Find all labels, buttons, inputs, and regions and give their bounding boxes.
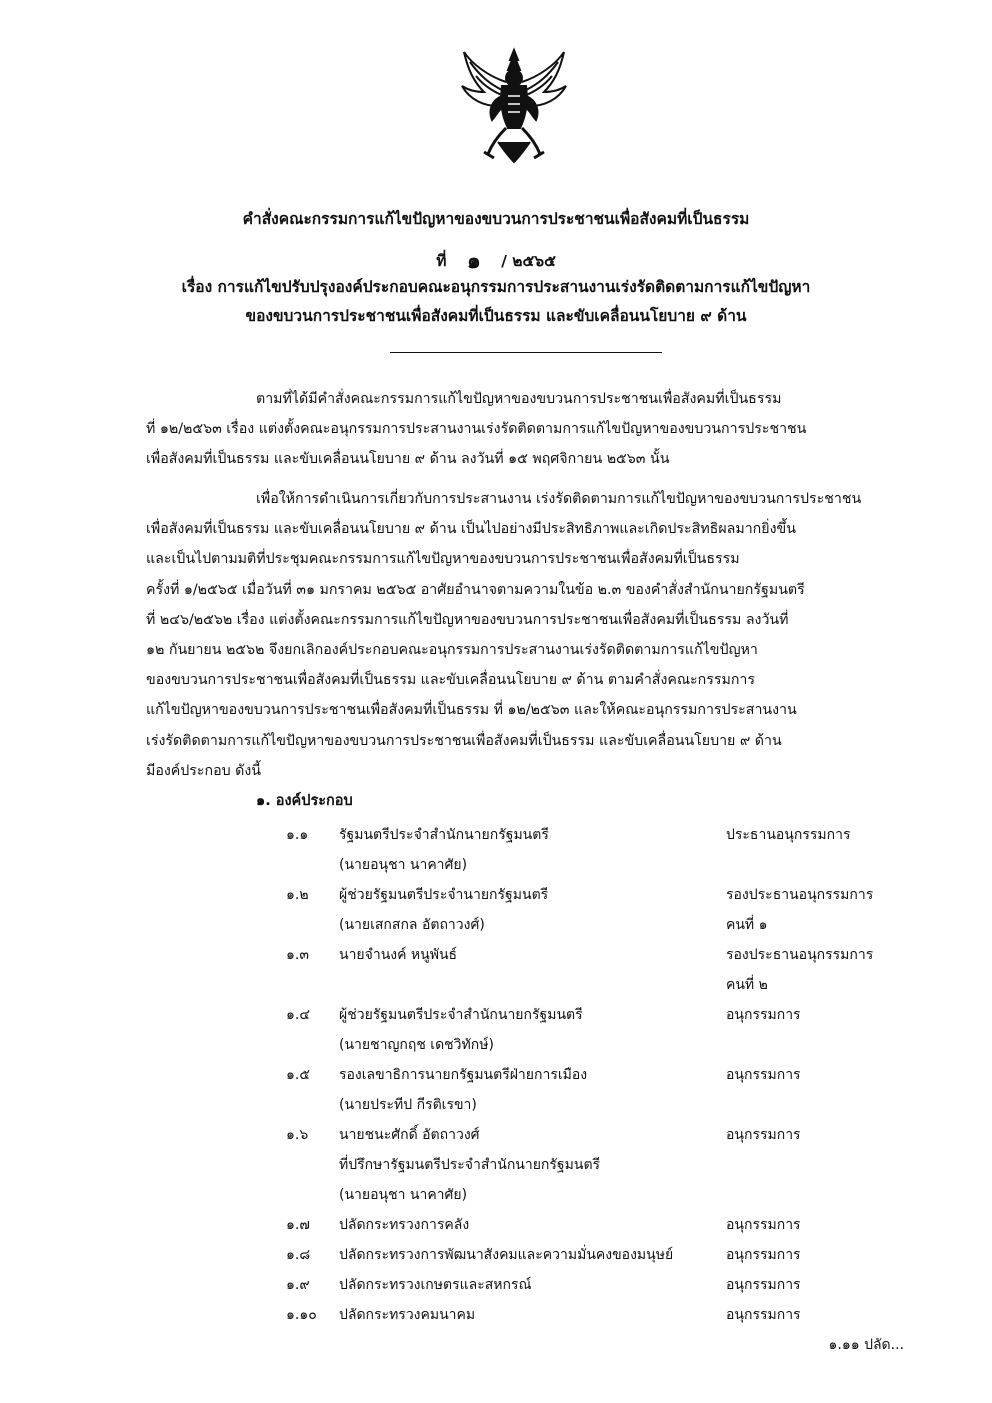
paragraph-line: เพื่อสังคมที่เป็นธรรม และขับเคลื่อนนโยบาย ๙ ด้าน ลงวันที่ ๑๕ พฤศจิกายน ๒๕๖๓ นั้น: [146, 451, 670, 468]
member-number: ๑.๒: [286, 887, 309, 903]
paragraph-line: ๑๒ กันยายน ๒๕๖๒ จึงยกเลิกองค์ประกอบคณะอนุกรรมการประสานงานเร่งรัดติดตามการแก้ไขปัญหา: [146, 642, 758, 659]
paragraph-line: ครั้งที่ ๑/๒๕๖๕ เมื่อวันที่ ๓๑ มกราคม ๒๕๖๕ อาศัยอำนาจตามความในข้อ ๒.๓ ของคำสั่งสำนักนายกรัฐมนตรี: [146, 581, 805, 598]
member-role: ประธานอนุกรรมการ: [726, 827, 851, 843]
member-name: ปลัดกระทรวงการคลัง: [339, 1217, 470, 1233]
paragraph-line: เพื่อสังคมที่เป็นธรรม และขับเคลื่อนนโยบาย ๙ ด้าน เป็นไปอย่างมีประสิทธิภาพและเกิดประสิทธิผลมากยิ่งขึ้น: [146, 521, 796, 538]
paragraph-line: และเป็นไปตามมติที่ประชุมคณะกรรมการแก้ไขปัญหาของขบวนการประชาชนเพื่อสังคมที่เป็นธรรม: [146, 551, 740, 568]
member-role: อนุกรรมการ: [726, 1247, 801, 1263]
subject-line-2: ของขบวนการประชาชนเพื่อสังคมที่เป็นธรรม และขับเคลื่อนนโยบาย ๙ ด้าน: [245, 307, 747, 325]
section-title-composition: ๑. องค์ประกอบ: [256, 793, 353, 809]
member-number: ๑.๓: [286, 947, 309, 963]
paragraph-line: มีองค์ประกอบ ดังนี้: [146, 762, 262, 779]
member-role: รองประธานอนุกรรมการ คนที่ ๒: [726, 947, 874, 993]
member-role: อนุกรรมการ: [726, 1127, 801, 1143]
garuda-emblem-icon: [458, 46, 570, 166]
member-number: ๑.๘: [286, 1247, 311, 1263]
member-name: นายชนะศักดิ์ อัตถาวงศ์ ที่ปรึกษารัฐมนตรีประจำสำนักนายกรัฐมนตรี (นายอนุชา นาคาศัย): [339, 1127, 601, 1203]
order-number-line: [0, 243, 992, 278]
subject-line-1: เรื่อง การแก้ไขปรับปรุงองค์ประกอบคณะอนุกรรมการประสานงานเร่งรัดติดตามการแก้ไขปัญหา: [181, 278, 811, 296]
member-name: ผู้ช่วยรัฐมนตรีประจำสำนักนายกรัฐมนตรี (นายชาญกฤช เดชวิทักษ์): [339, 1007, 583, 1053]
paragraph-line: เพื่อให้การดำเนินการเกี่ยวกับการประสานงาน เร่งรัดติดตามการแก้ไขปัญหาของขบวนการประชาชน: [256, 491, 862, 507]
paragraph-line: แก้ไขปัญหาของขบวนการประชาชนเพื่อสังคมที่เป็นธรรม ที่ ๑๒/๒๕๖๓ และให้คณะอนุกรรมการประสานงาน: [146, 702, 797, 719]
member-role: อนุกรรมการ: [726, 1307, 801, 1323]
paragraph-line: ที่ ๒๔๖/๒๕๖๒ เรื่อง แต่งตั้งคณะกรรมการแก้ไขปัญหาของขบวนการประชาชนเพื่อสังคมที่เป็นธรรม ลงวันที่: [146, 611, 789, 628]
member-number: ๑.๑: [286, 827, 309, 843]
member-name: รองเลขาธิการนายกรัฐมนตรีฝ่ายการเมือง (นายประทีป กีรติเรขา): [339, 1067, 588, 1113]
member-number: ๑.๖: [286, 1127, 309, 1143]
paragraph-line: ตามที่ได้มีคำสั่งคณะกรรมการแก้ไขปัญหาของขบวนการประชาชนเพื่อสังคมที่เป็นธรรม: [256, 391, 782, 407]
member-name: ผู้ช่วยรัฐมนตรีประจำนายกรัฐมนตรี (นายเสกสกล อัตถาวงศ์): [339, 887, 549, 933]
member-number: ๑.๙: [286, 1277, 310, 1293]
paragraph-line: ที่ ๑๒/๒๕๖๓ เรื่อง แต่งตั้งคณะอนุกรรมการประสานงานเร่งรัดติดตามการแก้ไขปัญหาของขบวนการประชาชน: [146, 421, 807, 438]
member-name: ปลัดกระทรวงเกษตรและสหกรณ์: [339, 1277, 532, 1293]
header-divider: [390, 352, 662, 353]
member-name: รัฐมนตรีประจำสำนักนายกรัฐมนตรี (นายอนุชา นาคาศัย): [339, 827, 549, 873]
member-name: ปลัดกระทรวงคมนาคม: [339, 1307, 476, 1323]
page-continuation: ๑.๑๑ ปลัด...: [828, 1337, 904, 1353]
order-number: ๑: [466, 249, 481, 274]
paragraph-line: เร่งรัดติดตามการแก้ไขปัญหาของขบวนการประชาชนเพื่อสังคมที่เป็นธรรม และขับเคลื่อนนโยบาย ๙ ด้าน: [146, 732, 782, 749]
paragraph-line: ของขบวนการประชาชนเพื่อสังคมที่เป็นธรรม และขับเคลื่อนนโยบาย ๙ ด้าน ตามคำสั่งคณะกรรมการ: [146, 672, 756, 689]
member-number: ๑.๑๐: [286, 1307, 317, 1323]
member-role: รองประธานอนุกรรมการ คนที่ ๑: [726, 887, 874, 933]
order-year: / ๒๕๖๕: [501, 252, 556, 270]
member-name: ปลัดกระทรวงการพัฒนาสังคมและความมั่นคงของมนุษย์: [339, 1247, 674, 1263]
order-title: คำสั่งคณะกรรมการแก้ไขปัญหาของขบวนการประชาชนเพื่อสังคมที่เป็นธรรม: [242, 210, 750, 228]
member-number: ๑.๗: [286, 1217, 310, 1233]
member-role: อนุกรรมการ: [726, 1217, 801, 1233]
order-prefix: ที่: [436, 252, 447, 270]
member-role: อนุกรรมการ: [726, 1067, 801, 1083]
member-number: ๑.๔: [286, 1007, 310, 1023]
paragraph-2: [146, 484, 898, 786]
paragraph-1: [146, 384, 898, 475]
member-number: ๑.๕: [286, 1067, 310, 1083]
member-name: นายจำนงค์ หนูพันธ์: [339, 947, 458, 963]
member-role: อนุกรรมการ: [726, 1007, 801, 1023]
member-role: อนุกรรมการ: [726, 1277, 801, 1293]
